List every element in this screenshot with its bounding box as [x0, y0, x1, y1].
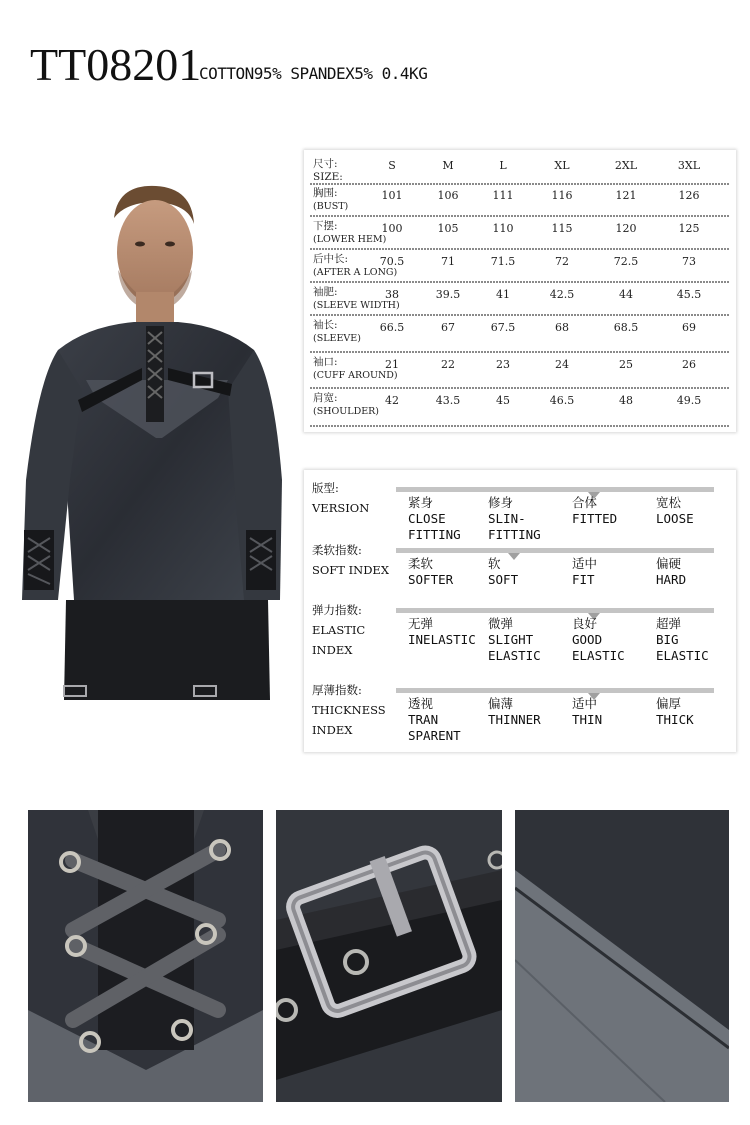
index-label-en: INDEX [312, 643, 353, 657]
size-chart [304, 150, 736, 432]
size-value: 71 [441, 255, 455, 268]
index-option-en: FITTING [408, 527, 461, 542]
index-label-cn: 版型: [312, 481, 339, 495]
size-value: 110 [492, 222, 514, 235]
index-option-cn: 偏硬 [656, 556, 682, 571]
size-header: M [442, 159, 454, 172]
material-weight-spec: COTTON95% SPANDEX5% 0.4KG [199, 64, 428, 83]
size-value: 120 [615, 222, 637, 235]
size-value: 116 [551, 189, 573, 202]
index-option-en: SOFT [488, 572, 519, 587]
row-divider [310, 215, 730, 217]
size-value: 111 [492, 189, 514, 202]
size-value: 115 [551, 222, 573, 235]
fabric-index-chart [304, 470, 736, 752]
index-option-en: THIN [572, 712, 603, 727]
index-option-en: SLIGHT [488, 632, 534, 647]
index-option-cn: 超弹 [656, 616, 682, 631]
index-option-cn: 柔软 [408, 556, 434, 571]
index-option-cn: 无弹 [408, 616, 434, 631]
index-label-cn: 弹力指数: [312, 603, 362, 617]
size-value: 45 [496, 394, 510, 407]
index-option-cn: 适中 [572, 696, 598, 711]
measure-label-en: (CUFF AROUND) [313, 370, 398, 381]
index-option-en: FITTING [488, 527, 541, 542]
measure-label-en: (LOWER HEM) [313, 234, 387, 245]
index-option-en: FIT [572, 572, 595, 587]
index-option-en: GOOD [572, 632, 603, 647]
index-label-cn: 柔软指数: [312, 543, 362, 557]
size-value: 22 [441, 358, 455, 371]
size-value: 106 [437, 189, 459, 202]
size-value: 21 [385, 358, 399, 371]
index-option-cn: 透视 [408, 696, 434, 711]
measure-label-cn: 袖肥: [313, 286, 338, 298]
product-code: TT08201 [30, 39, 202, 90]
size-value: 42 [385, 394, 399, 407]
lacing-detail-photo [28, 810, 263, 1102]
buckle-detail-photo [276, 810, 502, 1102]
index-option-en: SOFTER [408, 572, 454, 587]
measure-label-cn: 后中长: [313, 253, 349, 265]
size-header: S [388, 159, 396, 172]
index-scale-bar [396, 487, 714, 492]
size-value: 72.5 [613, 255, 639, 268]
row-divider [310, 314, 730, 316]
size-header: 2XL [614, 159, 638, 172]
index-option-cn: 修身 [488, 495, 514, 510]
selected-marker-icon [508, 553, 520, 560]
size-value: 42.5 [549, 288, 575, 301]
index-option-en: ELASTIC [572, 648, 625, 663]
size-value: 100 [381, 222, 403, 235]
index-option-en: THINNER [488, 712, 541, 727]
index-option-cn: 微弹 [488, 616, 514, 631]
index-option-cn: 适中 [572, 556, 598, 571]
index-scale-bar [396, 688, 714, 693]
size-value: 126 [678, 189, 700, 202]
measure-label-en: (SLEEVE) [313, 333, 361, 344]
size-value: 121 [615, 189, 637, 202]
index-option-en: INELASTIC [408, 632, 476, 647]
size-value: 23 [496, 358, 510, 371]
index-option-cn: 合体 [572, 495, 598, 510]
index-option-en: HARD [656, 572, 687, 587]
size-value: 67 [441, 321, 455, 334]
index-option-cn: 偏薄 [488, 696, 514, 711]
row-divider [310, 351, 730, 353]
size-value: 70.5 [379, 255, 405, 268]
size-value: 68 [555, 321, 569, 334]
size-value: 69 [682, 321, 696, 334]
size-value: 24 [555, 358, 569, 371]
size-value: 67.5 [490, 321, 516, 334]
measure-label-cn: 肩宽: [313, 392, 338, 404]
index-option-en: SPARENT [408, 728, 461, 743]
index-option-cn: 紧身 [408, 495, 434, 510]
measure-label-cn: 胸围: [313, 187, 338, 199]
index-option-cn: 软 [488, 556, 501, 571]
size-value: 66.5 [379, 321, 405, 334]
size-value: 71.5 [490, 255, 516, 268]
size-value: 46.5 [549, 394, 575, 407]
index-scale-bar [396, 548, 714, 553]
size-value: 73 [682, 255, 696, 268]
size-value: 39.5 [435, 288, 461, 301]
measure-label-cn: 袖口: [313, 356, 338, 368]
index-label-cn: 厚薄指数: [312, 683, 362, 697]
size-value: 45.5 [676, 288, 702, 301]
size-header: 3XL [677, 159, 701, 172]
measure-label-en: (SLEEVE WIDTH) [313, 300, 400, 311]
size-value: 25 [619, 358, 633, 371]
row-divider [310, 248, 730, 250]
size-value: 101 [381, 189, 403, 202]
row-divider [310, 183, 730, 185]
size-value: 26 [682, 358, 696, 371]
index-label-en: SOFT INDEX [312, 563, 390, 577]
size-value: 68.5 [613, 321, 639, 334]
index-label-en: INDEX [312, 723, 353, 737]
index-option-en: BIG [656, 632, 679, 647]
index-option-en: TRAN [408, 712, 439, 727]
row-divider [310, 425, 730, 427]
measure-label-en: (AFTER A LONG) [313, 267, 398, 278]
size-value: 125 [678, 222, 700, 235]
size-label-en: SIZE: [313, 171, 343, 183]
measure-label-en: (BUST) [313, 201, 349, 212]
measure-label-en: (SHOULDER) [313, 406, 380, 417]
size-value: 41 [496, 288, 510, 301]
index-option-en: LOOSE [656, 511, 694, 526]
index-option-en: ELASTIC [488, 648, 541, 663]
index-option-en: CLOSE [408, 511, 446, 526]
size-value: 105 [437, 222, 459, 235]
index-label-en: THICKNESS [312, 703, 386, 717]
size-value: 44 [619, 288, 633, 301]
size-label-cn: 尺寸: [313, 158, 338, 170]
index-option-en: ELASTIC [656, 648, 709, 663]
index-option-cn: 偏厚 [656, 696, 682, 711]
size-header: XL [554, 159, 570, 172]
row-divider [310, 387, 730, 389]
size-value: 72 [555, 255, 569, 268]
row-divider [310, 281, 730, 283]
size-value: 38 [385, 288, 399, 301]
size-value: 48 [619, 394, 633, 407]
measure-label-cn: 袖长: [313, 319, 338, 331]
index-option-cn: 良好 [572, 616, 598, 631]
size-value: 43.5 [435, 394, 461, 407]
model-photo [18, 180, 290, 700]
size-header: L [499, 159, 507, 172]
index-label-en: ELASTIC [312, 623, 366, 637]
index-scale-bar [396, 608, 714, 613]
fabric-detail-photo [515, 810, 729, 1102]
size-value: 49.5 [676, 394, 702, 407]
measure-label-cn: 下摆: [313, 220, 338, 232]
index-label-en: VERSION [312, 501, 370, 515]
index-option-cn: 宽松 [656, 495, 682, 510]
index-option-en: FITTED [572, 511, 618, 526]
index-option-en: SLIN- [488, 511, 526, 526]
index-option-en: THICK [656, 712, 694, 727]
